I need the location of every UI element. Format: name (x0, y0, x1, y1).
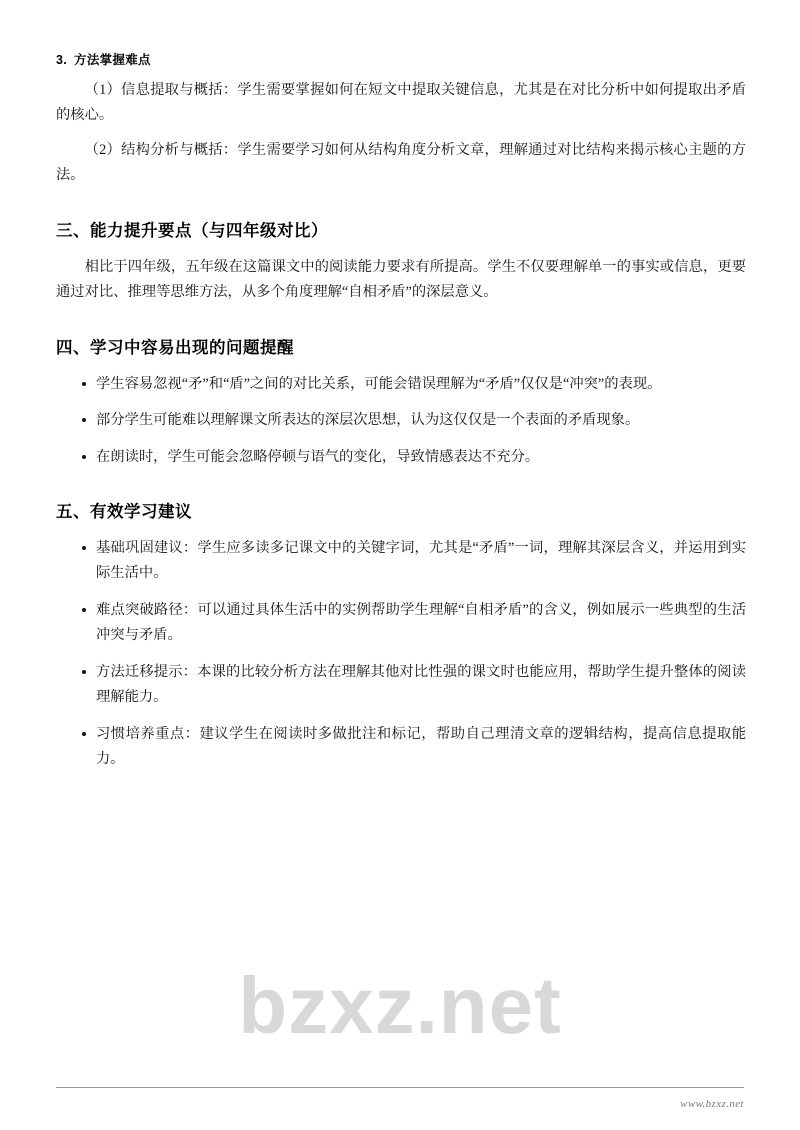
bullet-dot-icon (82, 418, 86, 422)
bullet-list-study-suggestions (56, 536, 746, 773)
sub-heading-number: 3. (56, 53, 68, 67)
section-heading-common-problems: 四、学习中容易出现的问题提醒 (56, 338, 294, 357)
list-item (82, 722, 746, 773)
bullet-list-common-problems (56, 372, 746, 470)
footer-divider (56, 1087, 744, 1088)
section-heading-ability: 三、能力提升要点（与四年级对比） (56, 221, 328, 240)
footer-url: www.bzxz.net (680, 1098, 744, 1110)
paragraph: 相比于四年级，五年级在这篇课文中的阅读能力要求有所提高。学生不仅要理解单一的事实或信息，更要通过对比、推理等思维方法，从多个角度理解“自相矛盾”的深层意义。 (56, 258, 746, 301)
list-item (82, 372, 746, 397)
list-item-text: 基础巩固建议：学生应多读多记课文中的关键字词，尤其是“矛盾”一词，理解其深层含义，并运用到实际生活中。 (96, 539, 746, 582)
sub-heading-method-difficulty (56, 50, 746, 68)
section-heading-study-suggestions: 五、有效学习建议 (56, 502, 192, 521)
page-watermark: bzxz.net (238, 961, 562, 1050)
paragraph: （1）信息提取与概括：学生需要掌握如何在短文中提取关键信息，尤其是在对比分析中如何提取出矛盾的核心。 (56, 82, 746, 124)
document-content (56, 50, 746, 783)
list-item-text: 方法迁移提示：本课的比较分析方法在理解其他对比性强的课文时也能应用，帮助学生提升整体的阅读理解能力。 (96, 663, 746, 706)
bullet-dot-icon (82, 546, 86, 550)
list-item (82, 408, 746, 433)
bullet-dot-icon (82, 670, 86, 674)
list-item-text: 难点突破路径：可以通过具体生活中的实例帮助学生理解“自相矛盾”的含义，例如展示一些典型的生活冲突与矛盾。 (96, 601, 746, 644)
list-item-text: 学生容易忽视“矛”和“盾”之间的对比关系，可能会错误理解为“矛盾”仅仅是“冲突”的表现。 (96, 375, 662, 392)
paragraph: （2）结构分析与概括：学生需要学习如何从结构角度分析文章，理解通过对比结构来揭示核心主题的方法。 (56, 141, 746, 184)
list-item (82, 660, 746, 711)
list-item (82, 536, 746, 587)
bullet-dot-icon (82, 608, 86, 612)
list-item-text: 习惯培养重点：建议学生在阅读时多做批注和标记，帮助自己理清文章的逻辑结构，提高信息提取能力。 (96, 725, 746, 767)
bullet-dot-icon (82, 732, 86, 736)
bullet-dot-icon (82, 455, 86, 459)
list-item-text: 部分学生可能难以理解课文所表达的深层次思想，认为这仅仅是一个表面的矛盾现象。 (96, 412, 640, 429)
list-item-text: 在朗读时，学生可能会忽略停顿与语气的变化，导致情感表达不充分。 (96, 448, 540, 465)
list-item (82, 598, 746, 649)
list-item (82, 445, 746, 470)
sub-heading-text: 方法掌握难点 (74, 53, 151, 67)
bullet-dot-icon (82, 382, 86, 386)
